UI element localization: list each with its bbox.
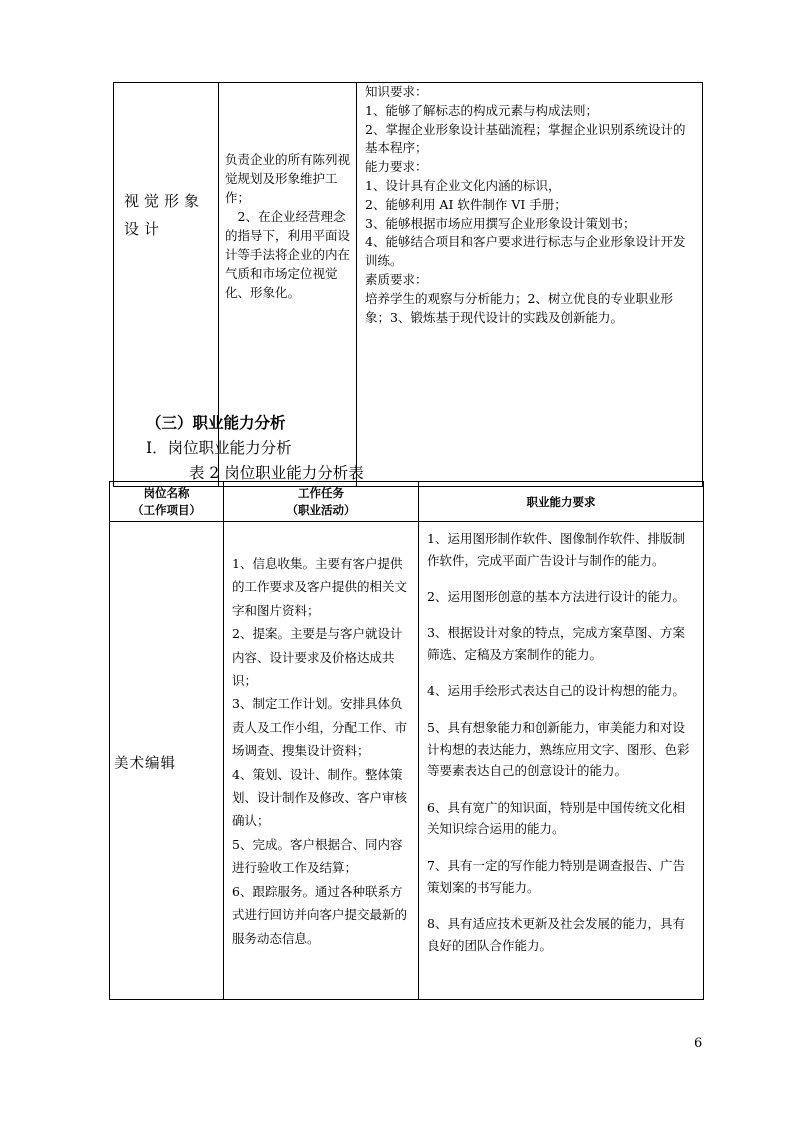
subsection-heading: I．岗位职业能力分析 (146, 439, 292, 457)
ability-line: 4、运用手绘形式表达自己的设计构想的能力。 (427, 683, 685, 699)
ability-line: 6、具有宽广的知识面，特别是中国传统文化相关知识综合运用的能力。 (427, 799, 685, 837)
requirement-line: 2、能够利用 AI 软件制作 VI 手册； (365, 196, 567, 212)
page-number: 6 (694, 1036, 703, 1051)
ability-analysis-table (109, 481, 704, 1000)
header-ability-label: 职业能力要求 (526, 495, 596, 509)
section-heading: （三）职业能力分析 (146, 414, 286, 432)
task-line: 4、策划、设计、制作。整体策划、设计制作及修改、客户审核确认； (232, 766, 408, 829)
ability-line: 2、运用图形创意的基本方法进行设计的能力。 (427, 589, 685, 605)
requirement-line: 2、掌握企业形象设计基础流程；掌握企业识别系统设计的基本程序； (365, 121, 686, 156)
requirement-line: 培养学生的观察与分析能力；2、树立优良的专业职业形象；3、锻炼基于现代设计的实践及创新能力。 (365, 290, 673, 325)
ability-line: 8、具有适应技术更新及社会发展的能力，具有良好的团队合作能力。 (427, 915, 685, 953)
header-task-line1: 工作任务 (298, 486, 344, 500)
header-task (224, 482, 419, 522)
header-position-line2: （工作项目） (132, 503, 201, 517)
position-name: 视觉形象设计 (124, 192, 205, 238)
requirement-line: 素质要求： (365, 271, 428, 287)
task-line: 2、提案。主要是与客户就设计内容、设计要求及价格达成共识； (232, 626, 403, 689)
ability-line: 1、运用图形制作软件、图像制作软件、排版制作软件，完成平面广告设计与制作的能力。 (427, 531, 685, 568)
task-line: 3、制定工作计划。安排具体负责人及工作小组，分配工作、市场调查、搜集设计资料； (232, 696, 408, 759)
requirement-line: 1、设计具有企业文化内涵的标识， (365, 177, 561, 193)
task-line: 6、跟踪服务。通过各种联系方式进行回访并向客户提交最新的服务动态信息。 (232, 883, 408, 946)
task-line: 1、信息收集。主要有客户提供的工作要求及客户提供的相关文字和图片资料； (232, 556, 408, 618)
ability-line: 7、具有一定的写作能力特别是调查报告、广告策划案的书写能力。 (427, 857, 685, 895)
requirement-line: 1、能够了解标志的构成元素与构成法则； (365, 102, 598, 118)
requirement-line: 3、能够根据市场应用撰写企业形象设计策划书； (365, 215, 636, 231)
table-header-row (110, 482, 704, 522)
header-position (110, 482, 224, 522)
duty-line: 2、在企业经营理念的指导下，利用平面设计等手法将企业的内在气质和市场定位视觉化、形象化。 (225, 209, 351, 300)
task-line: 5、完成。客户根据合、同内容进行验收工作及结算； (232, 836, 403, 876)
table-row (110, 522, 704, 1000)
position-name-cell (110, 522, 224, 1000)
header-position-line1: 岗位名称 (143, 486, 190, 500)
table-caption: 表 2 岗位职业能力分析表 (189, 464, 364, 482)
task-cell (224, 522, 419, 1000)
requirement-line: 知识要求： (365, 84, 428, 99)
requirement-line: 4、能够结合项目和客户要求进行标志与企业形象设计开发训练。 (365, 234, 686, 269)
requirements-cell (357, 83, 703, 487)
duty-line: 负责企业的所有陈列视觉规划及形象维护工作； (225, 152, 351, 205)
ability-line: 3、根据设计对象的特点，完成方案草图、方案筛选、定稿及方案制作的能力。 (427, 625, 685, 663)
ability-cell (419, 522, 704, 1000)
ability-line: 5、具有想象能力和创新能力，审美能力和对设计构想的表达能力，熟练应用文字、图形、色彩等要素表达自己的创意设计的能力。 (427, 719, 690, 779)
position-name: 美术编辑 (114, 756, 176, 772)
header-ability (419, 482, 704, 522)
header-task-line2: （职业活动） (286, 503, 356, 517)
requirement-line: 能力要求： (365, 159, 428, 175)
